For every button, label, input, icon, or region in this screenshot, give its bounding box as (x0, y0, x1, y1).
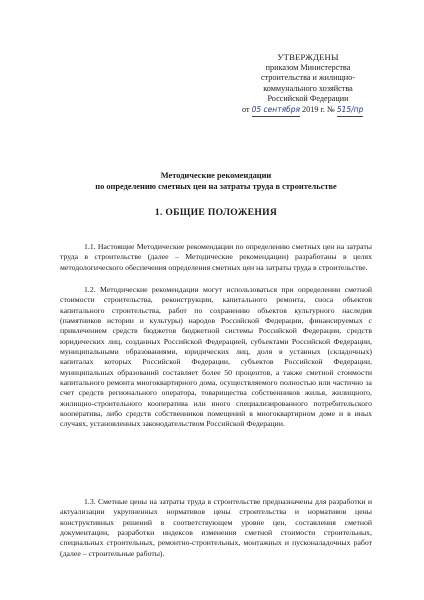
document-title (56, 170, 376, 192)
approval-line-3: коммунального хозяйства (263, 83, 353, 93)
approval-date-line (238, 105, 378, 117)
paragraph-1-2: 1.2. Методические рекомендации могут использоваться при определении сметной стоимости строительства, реконструкции, капитального ремонта, сноса объектов капитального строительства, работ по сохранению объектов культурного наследия (памятников истории и культуры) народов Российской Федерации, финансируемых с привлечением средств бюджетов бюджетной системы Российской Федерации, средств юридических лиц, созданных Российской Федерацией, субъектами Российской Федерации, муниципальными образованиями, юридических лиц, доля в уставных (складочных) капиталах которых Российской Федерации, субъектов Российской Федерации, муниципальных образований составляет более 50 процентов, а также сметной стоимости капитального ремонта многоквартирного дома, осуществляемого полностью или частично за счет средств регионального оператора, товарищества собственников жилья, жилищного, жилищно-строительного кооператива или иного специализированного потребительского кооператива, либо средств собственников помещений в многоквартирном доме и в иных случаях, установленных законодательством Российской Федерации. (60, 285, 372, 429)
handwritten-date: 05 сентября (252, 105, 300, 117)
date-prefix: от (242, 104, 250, 114)
approval-title: УТВЕРЖДЕНЫ (277, 52, 339, 62)
handwritten-number: 515/пр (337, 105, 364, 117)
approval-block (238, 52, 378, 117)
approval-line-1: приказом Министерства (265, 62, 351, 72)
document-title-line-1: Методические рекомендации (160, 171, 272, 180)
section-heading: 1. ОБЩИЕ ПОЛОЖЕНИЯ (154, 207, 278, 218)
approval-line-2: строительства и жилищно- (260, 73, 355, 83)
paragraph-1-1: 1.1. Настоящие Методические рекомендации по определению сметных цен на затраты труда в строительстве (далее – Методические рекомендации) разработаны в целях методологического обеспечения определения сметных цен на затраты труда в строительстве. (60, 242, 372, 272)
paragraph-1-3: 1.3. Сметные цены на затраты труда в строительстве предназначены для разработки и актуализации укрупненных нормативов цены строительства и нормативов цены конструктивных решений в соответствующем уровне цен, составления сметной документации, разработки индексов изменения сметной стоимости строительных, специальных строительных, ремонтно-строительных, монтажных и пусконаладочных работ (далее – строительные работы). (60, 497, 372, 558)
document-title-line-2: по определению сметных цен на затраты труда в строительстве (95, 182, 337, 191)
approval-line-4: Российской Федерации (267, 94, 349, 104)
date-year: 2019 г. № (302, 104, 335, 114)
